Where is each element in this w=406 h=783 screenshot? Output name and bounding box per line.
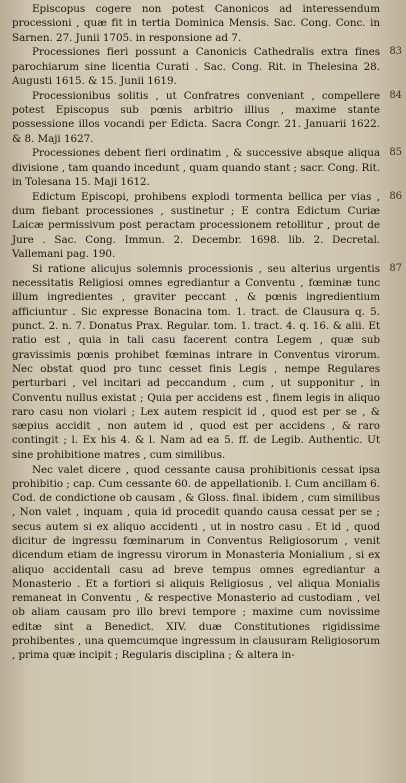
paragraph-5 [12,190,402,261]
paragraph-text: Processiones debent fieri ordinatim , & successive absque aliqua divisione , tam quando incedunt , quam quando stant ; sacr. Cong. Rit. in Tolesana 15. Maji 1612. [12,147,380,189]
paragraph-number: 83 [389,46,402,58]
paragraph-text: Processionibus solitis , ut Confratres conveniant , compellere potest Episcopus sub pœnis arbitrio illius , maxime stante possessione illos vocandi per Edicta. Sacra Congr. 21. Januarii 1622. & 8. Maji 1627. [12,89,380,145]
paragraph-number: 84 [389,89,402,101]
paragraph-text: Processiones fieri possunt a Canonicis Cathedralis extra fines parochiarum sine licentia Curati . Sac. Cong. Rit. in Thelesina 28. Augusti 1615. & 15. Junii 1619. [12,46,380,87]
text-body [12,2,402,663]
paragraph-4 [12,146,402,189]
paragraph-text: Edictum Episcopi, prohibens explodi tormenta bellica per vias , dum fiebant processiones , sustinetur ; E contra Edictum Curiæ Laicæ permissivum post peractam processionem retollitur , prout de Jure . Sac. Cong. Immun. 2. Decembr. 1698. lib. 2. Decretal. Vallemani pag. 190. [12,190,380,261]
paragraph-2 [12,45,402,88]
paragraph-text: Nec valet dicere , quod cessante causa prohibitionis cessat ipsa prohibitio ; cap. Cum cessante 60. de appellationib. l. Cum ancillam 6. Cod. de condictione ob causam , & Gloss. final. ibidem , cum similibus , Non valet , inquam , quia id procedit quando causa cessat per se ; secus autem si ex aliquo accidenti , ut in nostro casu . Et id , quod dicitur de ingressu fœminarum in Conventus Religiosorum , venit dicendum etiam de ingressu virorum in Monasteria Monialium , si ex aliquo accidentali casu ad breve tempus omnes egrediantur a Monasterio . Et a fortiori si aliquis Religiosus , vel aliqua Monialis remaneat in Conventu , & respective Monasterio ad custodiam , vel ob aliam causam pro illo brevi tempore ; maxime cum novissime editæ sint a Benedict. XIV. duæ Constitutiones rigidissime prohibentes , una quemcumque ingressum in clausuram Religiosorum , prima quæ incipit ; Regularis disciplina ; & altera in- [12,463,380,662]
paragraph-6 [12,262,402,462]
paragraph-number: 86 [389,190,402,202]
paragraph-text: Episcopus cogere non potest Canonicos ad interessendum processioni , quæ fit in tertia Dominica Mensis. Sac. Cong. Conc. in Sarnen. 27. Junii 1705. in responsione ad 7. [12,3,380,44]
paragraph-text: Si ratione alicujus solemnis processionis , seu alterius urgentis necessitatis Religiosi omnes egrediantur a Conventu , fœminæ tunc illum ingredientes , graviter peccant , & pœnis ingredientium afficiuntur . Sic expresse Bonacina tom. 1. tract. de Clausura q. 5. punct. 2. n. 7. Donatus Prax. Regular. tom. 1. tract. 4. q. 16. & alii. Et ratio est , quia in tali casu facerent contra Legem , quæ sub gravissimis pœnis prohibet fœminas intrare in Conventus virorum. Nec obstat quod pro tunc cesset finis Legis , nempe Regulares perturbari , vel incitari ad peccandum , cum , ut supponitur , in Conventu nullus existat ; Quia per accidens est , finem legis in aliquo raro casu non violari ; Lex autem respicit id , quod est per se , & sæpius accidit , non autem id , quod est per accidens , & raro contingit ; l. Ex his 4. & l. Nam ad ea 5. ff. de Legib. Authentic. Ut sine prohibitione matres , cum similibus. [12,262,380,461]
paragraph-number: 85 [389,147,402,159]
paragraph-1 [12,2,380,45]
paragraph-number: 87 [389,262,402,274]
paragraph-3 [12,89,402,146]
paragraph-7 [12,463,380,663]
